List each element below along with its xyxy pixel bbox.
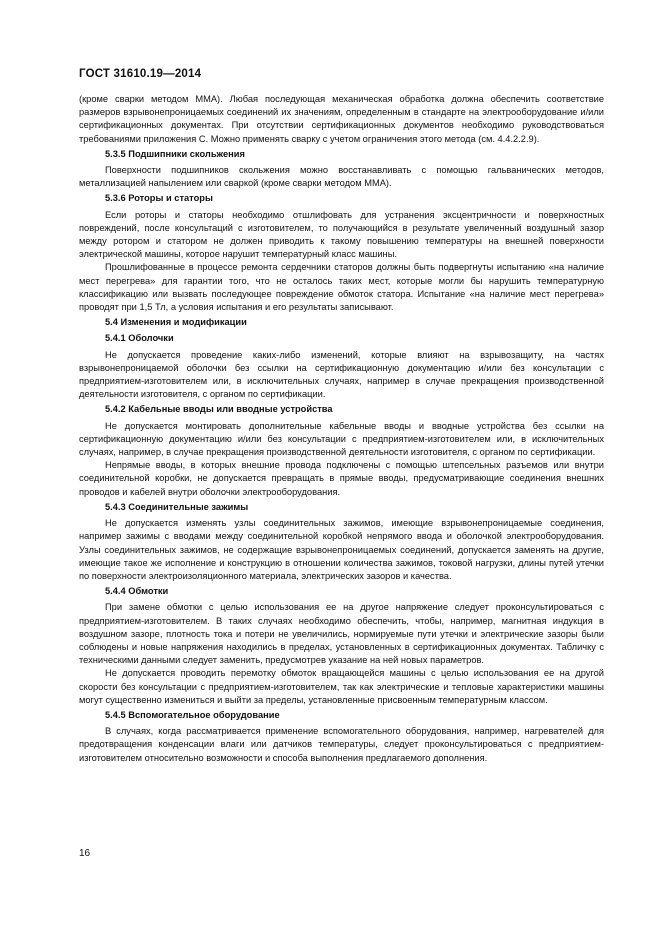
paragraph: Если роторы и статоры необходимо отшлифовать для устранения эксцентричности и поверхностных повреждений, после консультаций с изготовителем, то получающийся в результате увеличенный воздушный зазор между ротором и статором не должен приводить к такому повышению температуры на внешней поверхности электрической машины, которое нарушит температурный класс машины.	[79, 209, 604, 260]
document-body	[79, 93, 604, 765]
section-heading: 5.4.4 Обмотки	[105, 586, 169, 597]
paragraph: Не допускается монтировать дополнительные кабельные вводы и вводные устройства без ссылки на сертификационную документацию и/или без консультации с предприятием-изготовителем или, в исключительных случаях, например, в случае прекращения производственной деятельности изготовителя, с органом по сертификации.	[79, 420, 604, 458]
section-heading: 5.4.2 Кабельные вводы или вводные устройства	[105, 404, 333, 415]
paragraph: Прошлифованные в процессе ремонта сердечники статоров должны быть подвергнуты испытанию «на наличие мест перегрева» для гарантии того, что не осталось таких мест, которые могли бы нарушить температурную классификацию или вызвать последующее повреждение обмоток статора. Испытание «на наличие мест перегрева» проводят при 1,5 Тл, а условия испытания и его результаты записывают.	[79, 262, 604, 313]
page-header: ГОСТ 31610.19—2014	[79, 68, 202, 80]
section-heading: 5.4.5 Вспомогательное оборудование	[105, 709, 280, 720]
section-heading: 5.3.5 Подшипники скольжения	[105, 148, 245, 159]
paragraph: Не допускается проводить перемотку обмоток вращающейся машины с целью использования ее на другой скорости без консультации с предприятием-изготовителем, так как электрические и тепловые характеристики машины могут существенно измениться и выйти за пределы, установленные присвоенным температурным классом.	[79, 668, 604, 705]
section-heading: 5.3.6 Роторы и статоры	[105, 193, 213, 204]
page-number: 16	[79, 848, 91, 859]
paragraph: Непрямые вводы, в которых внешние провода подключены с помощью штепсельных разъемов или внутри соединительной коробки, не допускается превращать в прямые вводы, предусматривающие соединения внешних проводов и кабелей внутри оболочки электрооборудования.	[79, 460, 604, 497]
paragraph: Не допускается проведение каких-либо изменений, которые влияют на взрывозащиту, на частях взрывонепроницаемой оболочки без ссылки на сертификационную документацию и/или без консультации с предприятием-изготовителем или, в исключительных случаях, например в случае прекращения производственной деятельности изготовителя, с органом по сертификации.	[79, 349, 604, 400]
section-heading: 5.4.3 Соединительные зажимы	[105, 501, 249, 512]
paragraph: (кроме сварки методом ММА). Любая последующая механическая обработка должна обеспечить соответствие размеров взрывонепроницаемых соединений их значениям, определенным в стандарте на электрооборудование и/или сертификационных документах. При отсутствии сертификационных документов необходимо руководствоваться требованиями приложения С. Можно применять сварку с учетом ограничения этого метода (см. 4.4.2.2.9).	[79, 94, 604, 144]
paragraph: Не допускается изменять узлы соединительных зажимов, имеющие взрывонепроницаемые соединения, например зажимы с вводами между соединительной коробкой непрямого ввода и оболочкой электрооборудования. Узлы соединительных зажимов, не содержащие взрывонепроницаемых соединений, допускается заменять на другие, имеющие такое же исполнение и конструкцию в отношении количества зажимов, токовой нагрузки, длины путей утечки по поверхности электроизоляционного материала, электрических зазоров и качества.	[79, 518, 604, 581]
section-heading: 5.4 Изменения и модификации	[105, 317, 247, 328]
paragraph: При замене обмотки с целью использования ее на другое напряжение следует проконсультироваться с предприятием-изготовителем. В таких случаях необходимо обеспечить, чтобы, например, магнитная индукция в воздушном зазоре, плотность тока и потери не увеличились, нормируемые пути утечки и электрические зазоры были соблюдены и новые напряжения находились в пределах, установленных в сертификационных документах. Табличку с техническими данными следует заменить, предусмотрев указание на ней новых параметров.	[79, 602, 604, 666]
paragraph: В случаях, когда рассматривается применение вспомогательного оборудования, например, нагревателей для предотвращения конденсации влаги или датчиков температуры, следует проконсультироваться с предприятием-изготовителем относительно возможности и способа выполнения предлагаемого дополнения.	[79, 726, 604, 763]
paragraph: Поверхности подшипников скольжения можно восстанавливать с помощью гальванических методов, металлизацией напылением или сваркой (кроме сварки методом ММА).	[79, 165, 604, 189]
section-heading: 5.4.1 Оболочки	[105, 333, 174, 344]
